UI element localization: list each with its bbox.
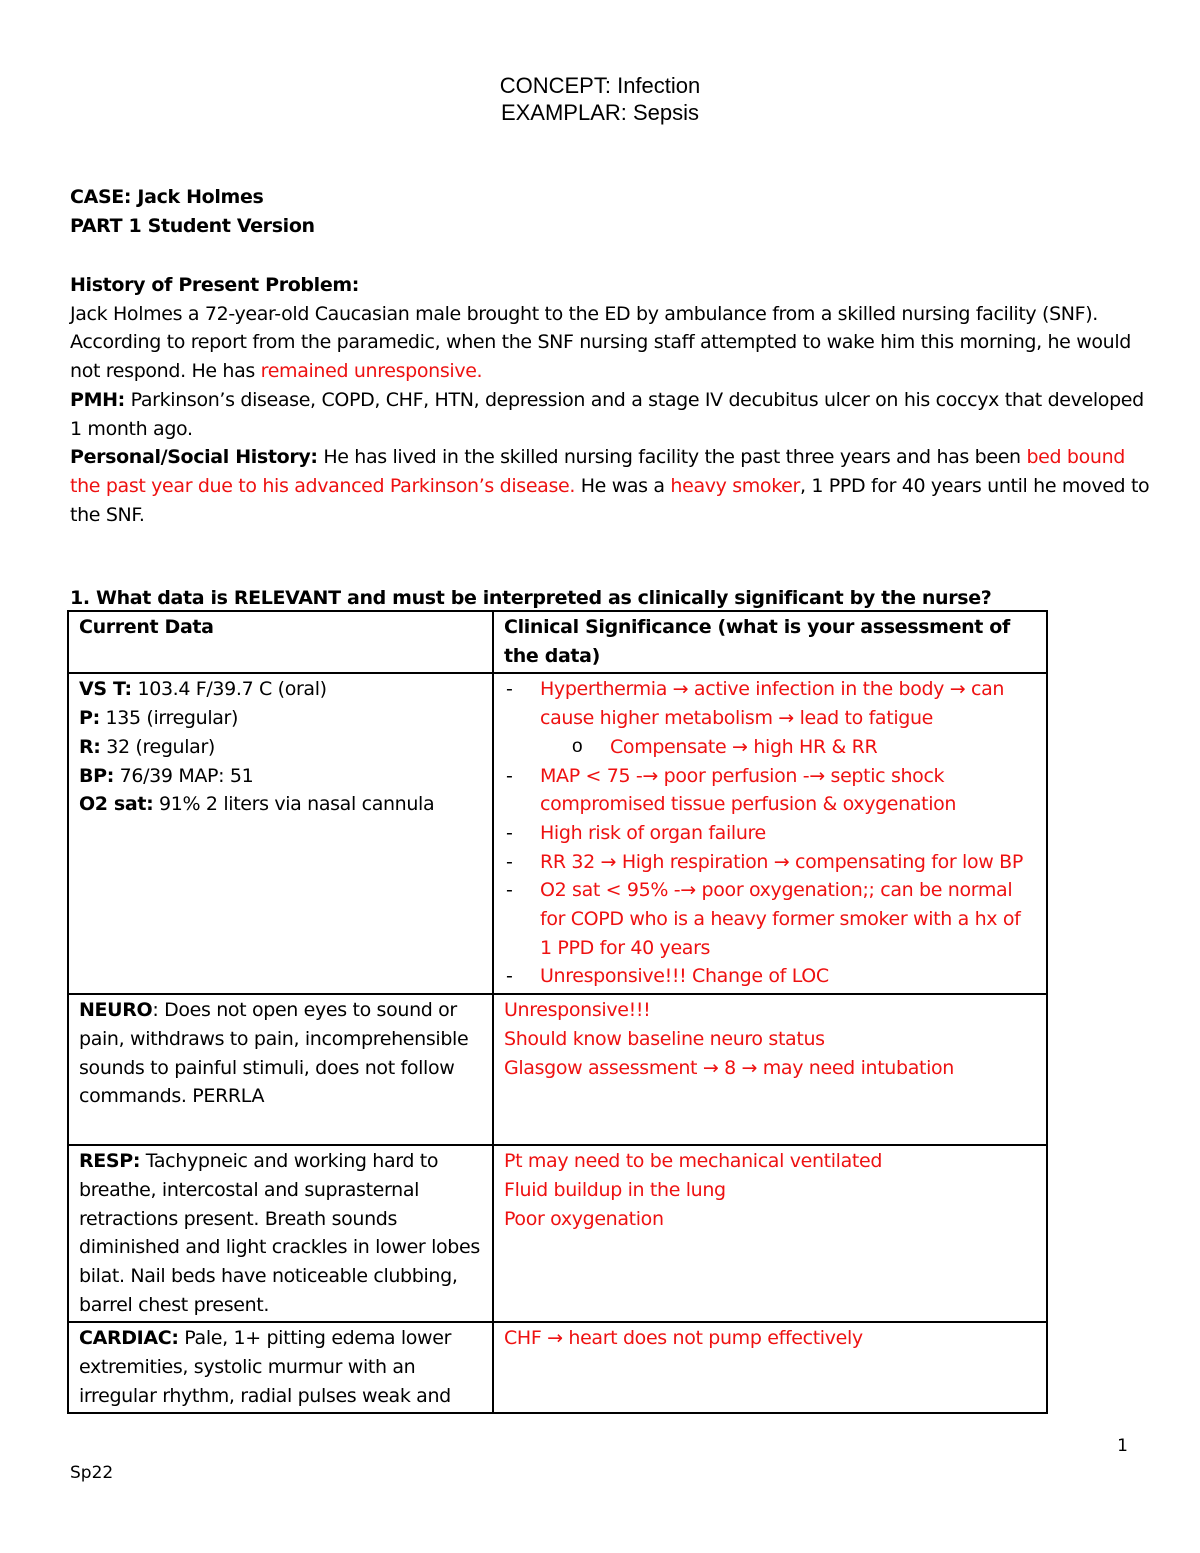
case-title: CASE: Jack Holmes [70, 186, 264, 208]
list-item: - Hyperthermia → active infection in the body → can cause higher metabolism → lead to fatigue [506, 678, 1005, 730]
table-row-neuro [68, 994, 1047, 1145]
pmh-paragraph: PMH: Parkinson’s disease, COPD, CHF, HTN, depression and a stage IV decubitus ulcer on his coccyx that developed 1 month ago. [70, 388, 1144, 440]
current-data-header: Current Data [68, 611, 493, 673]
vital-signs-cell: VS T: 103.4 F/39.7 C (oral) P: 135 (irregular) R: 32 (regular) BP: 76/39 MAP: 51 O2 sat: 91% 2 liters via nasal cannula [68, 673, 493, 994]
page-number: 1 [1117, 1436, 1128, 1456]
heavy-smoker-highlight: heavy smoker [670, 474, 800, 497]
table-header-row [68, 611, 1047, 673]
history-heading: History of Present Problem: [70, 274, 360, 296]
pmh-label: PMH: [70, 388, 125, 411]
table-row-resp [68, 1145, 1047, 1322]
question-1: 1. What data is RELEVANT and must be interpreted as clinically significant by the nurse? [70, 587, 992, 609]
footer-code: Sp22 [70, 1463, 114, 1483]
resp-cell: RESP: Tachypneic and working hard to breathe, intercostal and suprasternal retractions present. Breath sounds diminished and light crackles in lower lobes bilat. Nail beds have noticeable clubbing, barrel chest present. [68, 1145, 493, 1322]
unresponsive-highlight: remained unresponsive. [260, 360, 483, 383]
concept-title: CONCEPT: Infection [499, 73, 701, 98]
case-part: PART 1 Student Version [70, 214, 315, 237]
table-row-cardiac [68, 1322, 1047, 1413]
list-item: - RR 32 → High respiration → compensating for low BP [506, 850, 1023, 873]
document-titles [0, 72, 1200, 126]
sub-list-item: o Compensate → high HR & RR [572, 735, 878, 758]
neuro-cell: NEURO: Does not open eyes to sound or pain, withdraws to pain, incomprehensible sounds to painful stimuli, does not follow commands. PERRLA [68, 994, 493, 1145]
social-history-paragraph: Personal/Social History: He has lived in the skilled nursing facility the past three years and has been bed bound the past year due to his advanced Parkinson’s disease. He was a heavy smoker, 1 PPD for 40 years until he moved to the SNF. [70, 446, 1150, 526]
social-history-label: Personal/Social History: [70, 446, 318, 469]
list-item: - Unresponsive!!! Change of LOC [506, 965, 829, 988]
vital-signs-significance-cell [493, 673, 1047, 994]
cardiac-cell: CARDIAC: Pale, 1+ pitting edema lower extremities, systolic murmur with an irregular rhythm, radial pulses weak and [68, 1322, 493, 1413]
list-item: - MAP < 75 -→ poor perfusion -→ septic shock compromised tissue perfusion & oxygenation [506, 764, 957, 816]
history-section [70, 271, 1150, 529]
list-item: - High risk of organ failure [506, 821, 766, 844]
clinical-significance-header: Clinical Significance (what is your assessment of the data) [493, 611, 1047, 673]
neuro-significance-cell: Unresponsive!!! Should know baseline neuro status Glasgow assessment → 8 → may need intubation [493, 994, 1047, 1145]
case-header [70, 183, 1150, 240]
cardiac-significance-cell: CHF → heart does not pump effectively [493, 1322, 1047, 1413]
exemplar-title: EXAMPLAR: Sepsis [500, 100, 700, 125]
resp-significance-cell: Pt may need to be mechanical ventilated Fluid buildup in the lung Poor oxygenation [493, 1145, 1047, 1322]
history-paragraph: Jack Holmes a 72-year-old Caucasian male brought to the ED by ambulance from a skilled nursing facility (SNF). According to report from the paramedic, when the SNF nursing staff attempted to wake him this morning, he would not respond. He has remained unresponsive. [70, 302, 1132, 383]
bed-bound-highlight: bed bound the past year due to his advanced Parkinson’s disease. [70, 446, 1125, 497]
list-item: - O2 sat < 95% -→ poor oxygenation;; can be normal for COPD who is a heavy former smoker with a hx of 1 PPD for 40 years [506, 879, 1021, 959]
relevant-data-table [67, 610, 1048, 1414]
table-row-vital-signs [68, 673, 1047, 994]
